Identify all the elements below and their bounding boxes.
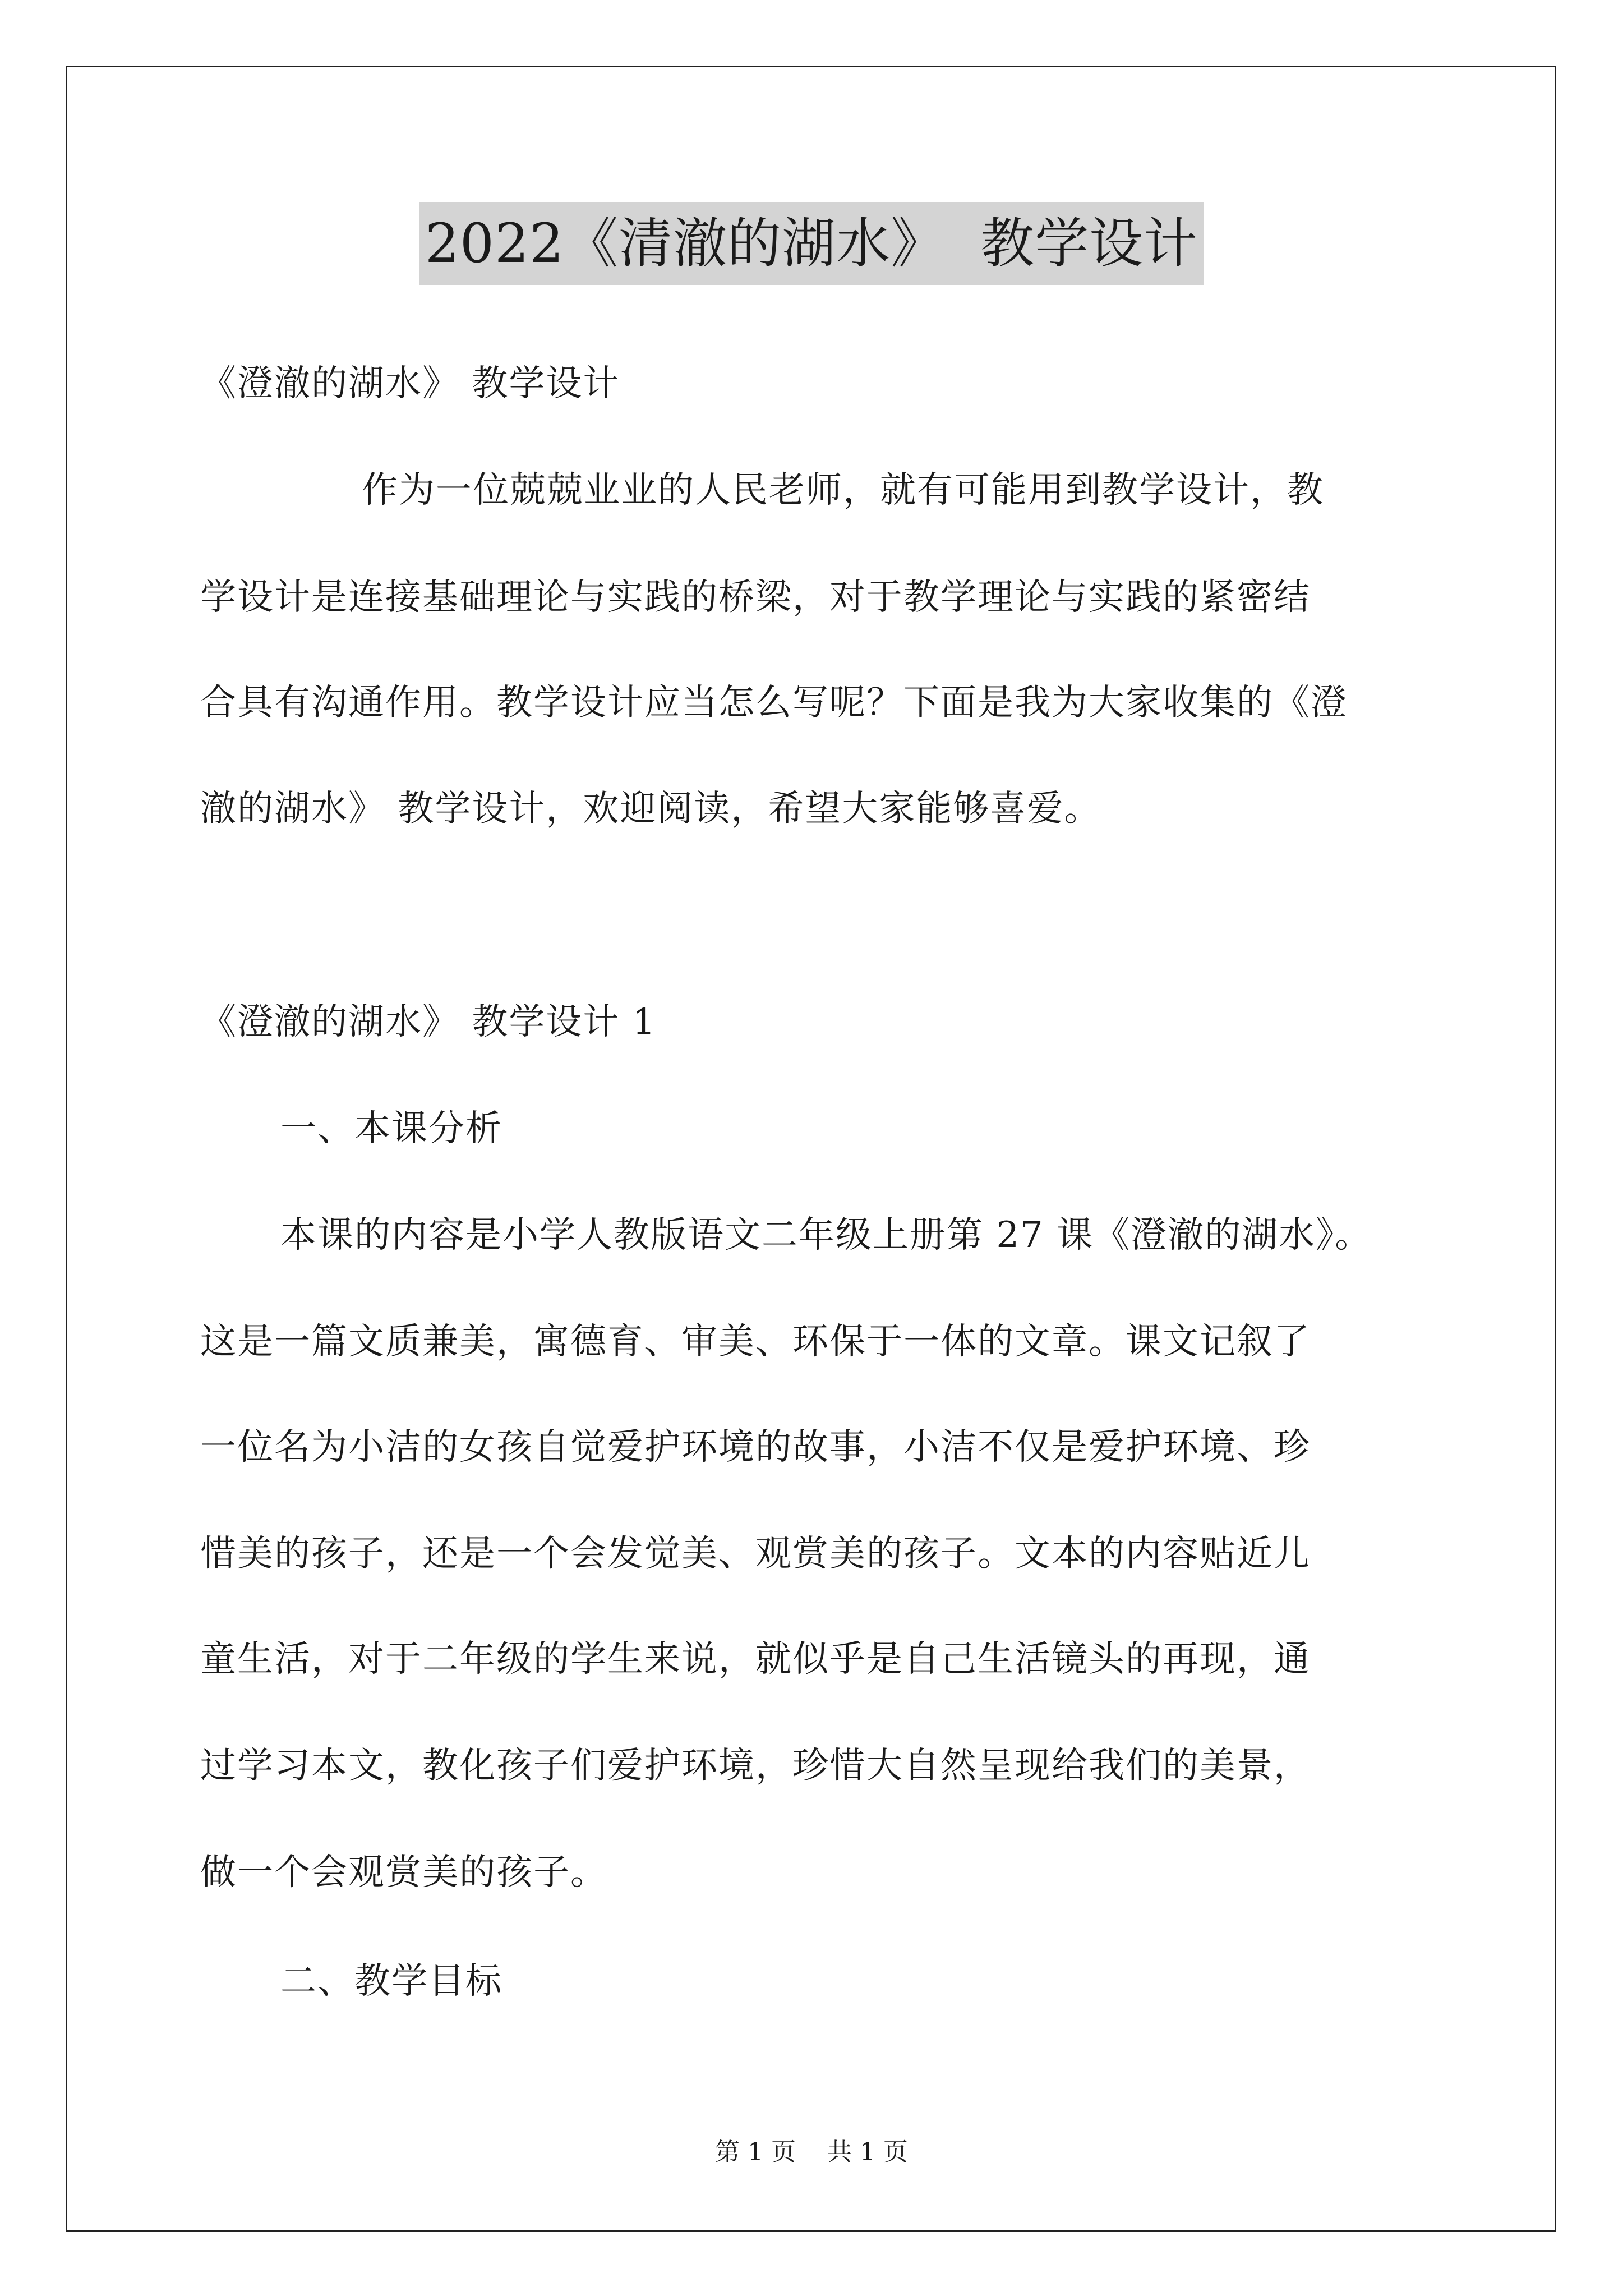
body-line-5: 童生活，对于二年级的学生来说，就似乎是自己生活镜头的再现，通 <box>200 1639 1311 1680</box>
body-line-1: 本课的内容是小学人教版语文二年级上册第 27 课《澄澈的湖水》。 <box>280 1214 1372 1256</box>
title-container <box>0 202 1623 285</box>
heading-objectives: 二、教学目标 <box>280 1961 502 2002</box>
heading-analysis: 一、本课分析 <box>280 1108 502 1149</box>
intro-line-2: 学设计是连接基础理论与实践的桥梁，对于教学理论与实践的紧密结 <box>200 577 1311 618</box>
body-line-3: 一位名为小洁的女孩自觉爱护环境的故事，小洁不仅是爱护环境、珍 <box>200 1427 1311 1468</box>
intro-line-1: 作为一位兢兢业业的人民老师，就有可能用到教学设计，教 <box>362 470 1324 511</box>
intro-line-4: 澈的湖水》 教学设计，欢迎阅读，希望大家能够喜爱。 <box>200 788 1101 830</box>
body-line-7: 做一个会观赏美的孩子。 <box>200 1852 607 1893</box>
page-footer: 第 1 页 共 1 页 <box>715 2138 908 2166</box>
body-line-4: 惜美的孩子，还是一个会发觉美、观赏美的孩子。文本的内容贴近儿 <box>200 1533 1311 1575</box>
body-line-6: 过学习本文，教化孩子们爱护环境，珍惜大自然呈现给我们的美景， <box>200 1745 1311 1787</box>
intro-line-3: 合具有沟通作用。教学设计应当怎么写呢？下面是我为大家收集的《澄 <box>200 682 1348 724</box>
body-line-2: 这是一篇文质兼美，寓德育、审美、环保于一体的文章。课文记叙了 <box>200 1321 1311 1363</box>
document-title: 2022《清澈的湖水》 教学设计 <box>419 202 1204 285</box>
subtitle: 《澄澈的湖水》 教学设计 <box>200 363 620 404</box>
section-title: 《澄澈的湖水》 教学设计 1 <box>200 1001 657 1043</box>
